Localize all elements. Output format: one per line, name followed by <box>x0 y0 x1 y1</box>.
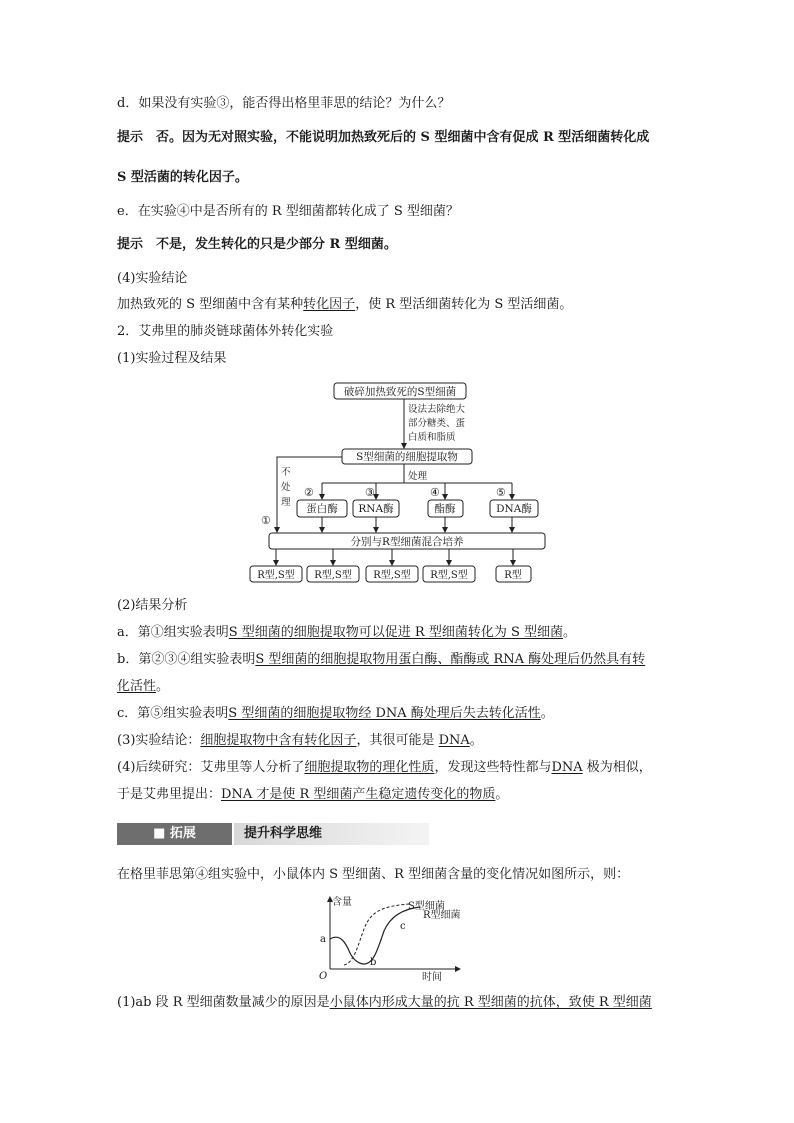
circle-5: ⑤ <box>496 486 506 499</box>
answer-d-line2: S 型活菌的转化因子。 <box>117 170 248 185</box>
followup-line2: 于是艾弗里提出：DNA 才是使 R 型细菌产生稳定遗传变化的物质。 <box>117 787 509 802</box>
conclusion-3: (3)实验结论：细胞提取物中含有转化因子，其很可能是 DNA。 <box>117 733 483 748</box>
extract-box-label: S型细菌的细胞提取物 <box>356 451 458 463</box>
circle-4: ④ <box>430 486 440 499</box>
analysis-b-line1: b．第②③④组实验表明S 型细菌的细胞提取物用蛋白酶、酯酶或 RNA 酶处理后仍然具有转 <box>117 652 646 667</box>
result-5: R型 <box>504 570 522 581</box>
result-1: R型,S型 <box>257 570 295 581</box>
conclusion-text: 加热致死的 S 型细菌中含有某种转化因子，使 R 型活细菌转化为 S 型活细菌。 <box>117 297 573 312</box>
remove-line-1: 设法去除绝大 <box>408 404 466 415</box>
treat-label: 处理 <box>408 471 428 482</box>
enzyme-rnase: RNA酶 <box>358 503 394 515</box>
bacteria-content-graph <box>310 893 490 983</box>
graph-point-b: b <box>370 957 377 968</box>
followup-line1: (4)后续研究：艾弗里等人分析了细胞提取物的理化性质，发现这些特性都与DNA 极为相似， <box>117 760 652 775</box>
extension-intro: 在格里菲思第④组实验中，小鼠体内 S 型细菌、R 型细菌含量的变化情况如图所示，则： <box>117 867 630 882</box>
banner-extension-label: ■ 拓展 <box>117 823 232 845</box>
answer-e: 提示 不是，发生转化的只是少部分 R 型细菌。 <box>117 237 397 252</box>
remove-line-2: 部分糖类、蛋 <box>408 418 466 429</box>
result-2: R型,S型 <box>314 570 352 581</box>
graph-point-a: a <box>320 934 326 945</box>
top-box-label: 破碎加热致死的S型细菌 <box>343 386 457 398</box>
avery-flow-diagram <box>240 378 560 588</box>
question-d: d．如果没有实验③，能否得出格里菲思的结论？为什么？ <box>117 96 451 111</box>
question-e: e．在实验④中是否所有的 R 型细菌都转化成了 S 型细菌？ <box>117 204 459 219</box>
analysis-heading: (2)结果分析 <box>117 598 188 613</box>
enzyme-protease: 蛋白酶 <box>306 503 338 515</box>
no-treat-2: 处 <box>281 482 291 493</box>
graph-s-label: S型细菌 <box>408 901 445 912</box>
analysis-b-line2: 化活性。 <box>117 679 170 694</box>
graph-xlabel: 时间 <box>422 972 442 983</box>
extension-banner <box>117 823 429 845</box>
subsection-process: (1)实验过程及结果 <box>117 351 227 366</box>
remove-line-3: 白质和脂质 <box>408 432 456 443</box>
graph-point-c: c <box>400 921 406 932</box>
result-4: R型,S型 <box>430 570 468 581</box>
conclusion-heading: (4)实验结论 <box>117 271 188 286</box>
analysis-a: a．第①组实验表明S 型细菌的细胞提取物可以促进 R 型细菌转化为 S 型细菌。 <box>117 625 577 640</box>
graph-origin: O <box>319 971 328 982</box>
section-2-title: 2．艾弗里的肺炎链球菌体外转化实验 <box>117 324 334 339</box>
mix-box-label: 分别与R型细菌混合培养 <box>350 536 464 548</box>
extension-q1: (1)ab 段 R 型细菌数量减少的原因是小鼠体内形成大量的抗 R 型细菌的抗体，致使 R 型细菌 <box>117 995 652 1010</box>
enzyme-esterase: 酯酶 <box>434 503 456 515</box>
analysis-c: c．第⑤组实验表明S 型细菌的细胞提取物经 DNA 酶处理后失去转化活性。 <box>117 706 554 721</box>
no-treat-1: 不 <box>281 467 291 478</box>
banner-thinking-label: 提升科学思维 <box>234 823 429 845</box>
circle-2: ② <box>304 486 314 499</box>
graph-ylabel: 含量 <box>332 897 352 908</box>
graph-r-label: R型细菌 <box>423 910 461 921</box>
answer-d-line1: 提示 否。因为无对照实验，不能说明加热致死后的 S 型细菌中含有促成 R 型活细菌转化成 <box>117 130 650 145</box>
circle-3: ③ <box>365 486 375 499</box>
enzyme-dnase: DNA酶 <box>496 503 532 515</box>
no-treat-3: 理 <box>281 497 291 508</box>
circle-1: ① <box>261 514 271 527</box>
result-3: R型,S型 <box>373 570 411 581</box>
